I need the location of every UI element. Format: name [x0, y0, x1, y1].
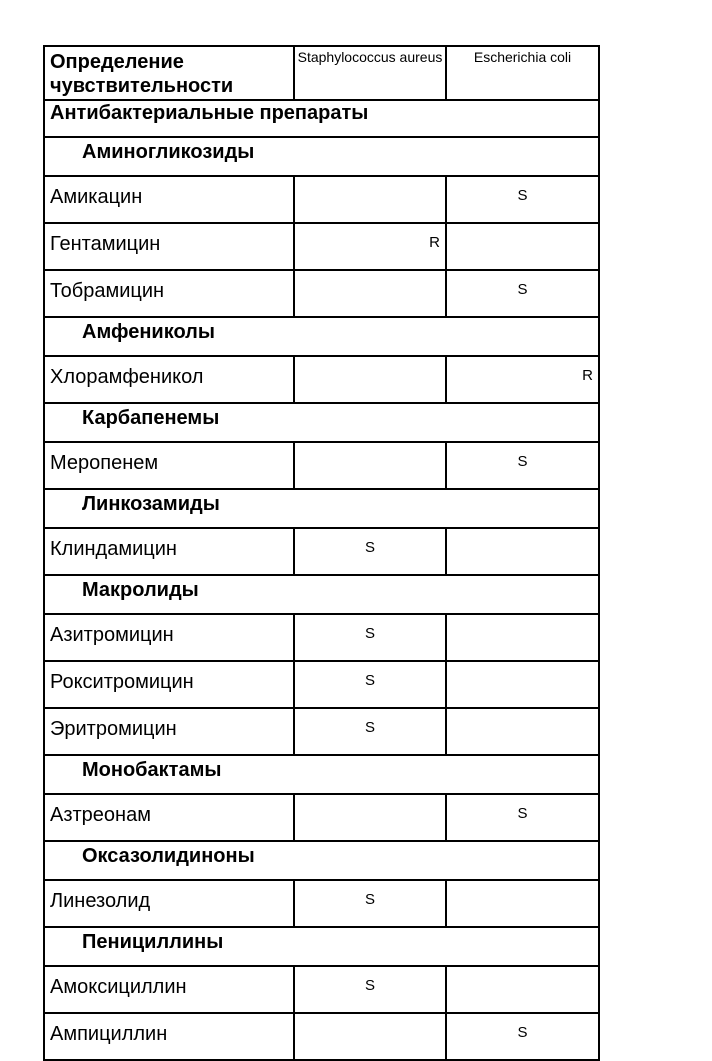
- class-name: Карбапенемы: [44, 403, 599, 442]
- drug-name: Амоксициллин: [44, 966, 294, 1013]
- drug-row: [44, 223, 599, 270]
- result-escherichia: [446, 708, 599, 755]
- result-staphylococcus: S: [294, 614, 446, 661]
- class-name: Макролиды: [44, 575, 599, 614]
- result-staphylococcus: [294, 442, 446, 489]
- result-escherichia: S: [446, 794, 599, 841]
- drug-row: [44, 880, 599, 927]
- result-escherichia: [446, 528, 599, 575]
- class-row: [44, 927, 599, 966]
- table-header-row: [44, 46, 599, 100]
- result-escherichia: S: [446, 442, 599, 489]
- drug-row: [44, 614, 599, 661]
- class-row: [44, 575, 599, 614]
- drug-row: [44, 356, 599, 403]
- result-staphylococcus: S: [294, 880, 446, 927]
- drug-row: [44, 528, 599, 575]
- result-escherichia: [446, 614, 599, 661]
- result-escherichia: S: [446, 1013, 599, 1060]
- class-row: [44, 841, 599, 880]
- group-title: Антибактериальные препараты: [44, 100, 599, 137]
- result-escherichia: S: [446, 176, 599, 223]
- class-row: [44, 317, 599, 356]
- drug-name: Эритромицин: [44, 708, 294, 755]
- header-title: Определение чувствительности: [44, 46, 294, 100]
- class-name: Амфениколы: [44, 317, 599, 356]
- drug-name: Тобрамицин: [44, 270, 294, 317]
- class-name: Пенициллины: [44, 927, 599, 966]
- result-staphylococcus: S: [294, 528, 446, 575]
- result-staphylococcus: [294, 270, 446, 317]
- class-row: [44, 755, 599, 794]
- class-name: Аминогликозиды: [44, 137, 599, 176]
- drug-name: Азтреонам: [44, 794, 294, 841]
- result-staphylococcus: S: [294, 966, 446, 1013]
- class-name: Монобактамы: [44, 755, 599, 794]
- header-organism-staphylococcus: Staphylococcus aureus: [294, 46, 446, 100]
- class-name: Линкозамиды: [44, 489, 599, 528]
- result-staphylococcus: [294, 356, 446, 403]
- class-name: Оксазолидиноны: [44, 841, 599, 880]
- drug-row: [44, 176, 599, 223]
- result-staphylococcus: S: [294, 661, 446, 708]
- drug-row: [44, 1013, 599, 1060]
- result-staphylococcus: [294, 1013, 446, 1060]
- drug-name: Линезолид: [44, 880, 294, 927]
- class-row: [44, 137, 599, 176]
- drug-row: [44, 794, 599, 841]
- result-escherichia: S: [446, 270, 599, 317]
- drug-name: Меропенем: [44, 442, 294, 489]
- drug-name: Хлорамфеникол: [44, 356, 294, 403]
- drug-row: [44, 708, 599, 755]
- drug-name: Гентамицин: [44, 223, 294, 270]
- drug-name: Азитромицин: [44, 614, 294, 661]
- result-staphylococcus: [294, 794, 446, 841]
- drug-name: Амикацин: [44, 176, 294, 223]
- result-escherichia: [446, 880, 599, 927]
- drug-row: [44, 270, 599, 317]
- drug-name: Клиндамицин: [44, 528, 294, 575]
- sensitivity-table: [43, 45, 600, 1061]
- drug-name: Ампициллин: [44, 1013, 294, 1060]
- group-row: [44, 100, 599, 137]
- class-row: [44, 403, 599, 442]
- result-staphylococcus: R: [294, 223, 446, 270]
- result-escherichia: R: [446, 356, 599, 403]
- class-row: [44, 489, 599, 528]
- result-escherichia: [446, 661, 599, 708]
- drug-name: Рокситромицин: [44, 661, 294, 708]
- result-escherichia: [446, 966, 599, 1013]
- header-organism-escherichia: Escherichia coli: [446, 46, 599, 100]
- result-staphylococcus: S: [294, 708, 446, 755]
- result-staphylococcus: [294, 176, 446, 223]
- drug-row: [44, 966, 599, 1013]
- drug-row: [44, 661, 599, 708]
- result-escherichia: [446, 223, 599, 270]
- drug-row: [44, 442, 599, 489]
